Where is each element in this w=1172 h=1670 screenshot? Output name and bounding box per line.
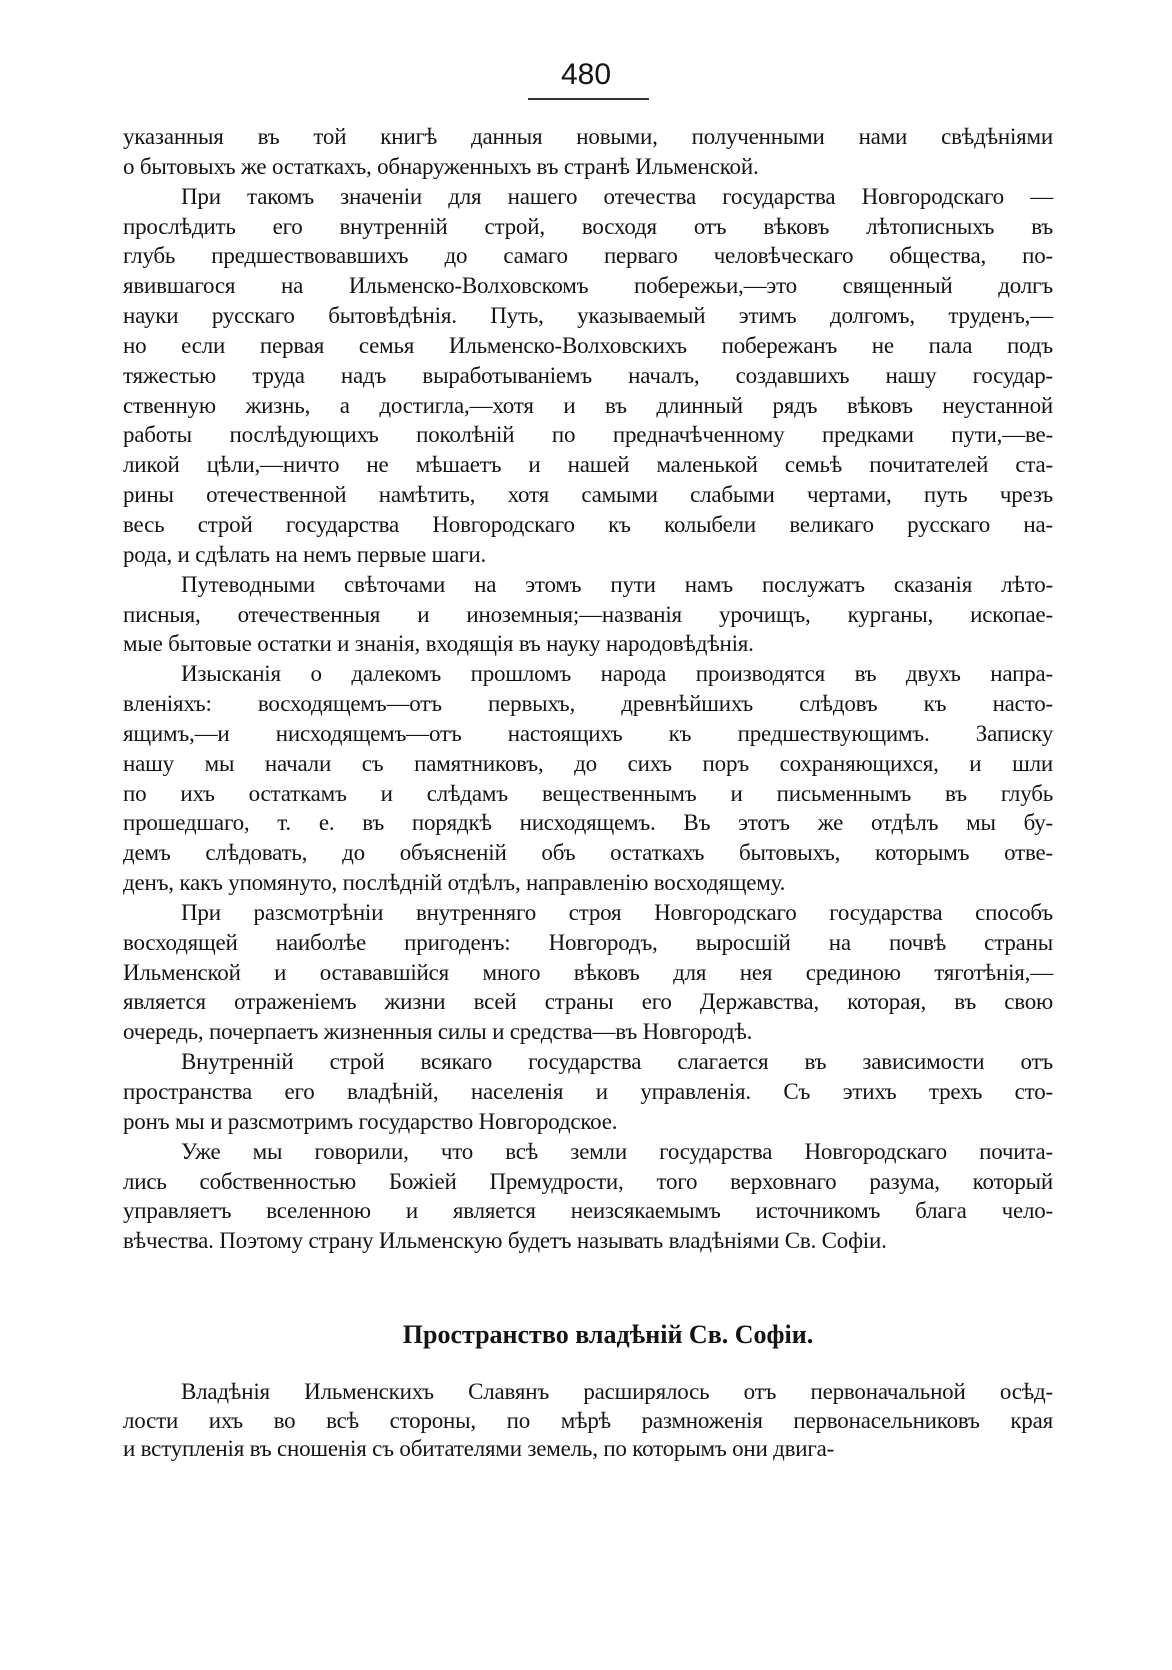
text-line: Ильменской и остававшійся много вѣковъ для нея срединою тяготѣнія,— <box>123 959 1053 985</box>
text-line: прослѣдить его внутренній строй, восходя отъ вѣковъ лѣтописныхъ въ <box>123 213 1053 239</box>
text-line: При такомъ значеніи для нашего отечества государства Новгородскаго — <box>181 183 1053 209</box>
text-line: ронъ мы и разсмотримъ государство Новгородское. <box>123 1108 618 1134</box>
text-line: весь строй государства Новгородскаго къ колыбели великаго русскаго на- <box>123 511 1053 537</box>
page-number-rule <box>528 98 649 100</box>
section-paragraph <box>123 1378 1053 1464</box>
text-line: ликой цѣли,—ничто не мѣшаетъ и нашей маленькой семьѣ почитателей ста- <box>123 452 1053 478</box>
text-line: ственную жизнь, а достигла,—хотя и въ длинный рядъ вѣковъ неустанной <box>123 392 1053 418</box>
text-line: тяжестью труда надъ выработываніемъ началъ, создавшихъ нашу государ- <box>123 362 1053 388</box>
text-line: мые бытовые остатки и знанія, входящія въ науку народовѣдѣнія. <box>123 631 754 657</box>
text-line: восходящей наиболѣе пригоденъ: Новгородъ, выросшій на почвѣ страны <box>123 929 1053 955</box>
text-line: по ихъ остаткамъ и слѣдамъ вещественнымъ и письменнымъ въ глубь <box>123 780 1053 806</box>
paragraph <box>123 1378 1053 1464</box>
text-line: Владѣнія Ильменскихъ Славянъ расширялось отъ первоначальной осѣд- <box>181 1379 1053 1405</box>
text-line: рины отечественной намѣтить, хотя самыми слабыми чертами, путь чрезъ <box>123 482 1053 508</box>
paragraph <box>123 570 1053 660</box>
paragraph <box>123 182 1053 570</box>
text-line: но если первая семья Ильменско-Волховскихъ побережанъ не пала подъ <box>123 332 1053 358</box>
text-line: о бытовыхъ же остаткахъ, обнаруженныхъ въ странѣ Ильменской. <box>123 153 759 179</box>
text-line: Изысканія о далекомъ прошломъ народа производятся въ двухъ напра- <box>181 661 1053 687</box>
body-text <box>123 122 1053 1464</box>
paragraph <box>123 122 1053 182</box>
paragraph <box>123 1137 1053 1256</box>
text-line: управляетъ вселенною и является неизсякаемымъ источникомъ блага чело- <box>123 1198 1053 1224</box>
text-line: пространства его владѣній, населенія и управленія. Съ этихъ трехъ сто- <box>123 1079 1053 1104</box>
text-line: лости ихъ во всѣ стороны, по мѣрѣ размноженія первонасельниковъ края <box>123 1407 1053 1433</box>
text-line: При разсмотрѣніи внутренняго строя Новгородскаго государства способъ <box>181 899 1053 925</box>
text-line: нашу мы начали съ памятниковъ, до сихъ поръ сохраняющихся, и шли <box>123 750 1053 776</box>
text-line: глубь предшествовавшихъ до самаго перваго человѣческаго общества, по- <box>123 243 1053 269</box>
paragraphs <box>123 122 1053 1256</box>
paragraph <box>123 898 1053 1047</box>
text-line: Внутренній строй всякаго государства слагается въ зависимости отъ <box>181 1049 1053 1075</box>
text-line: и вступленія въ сношенія съ обитателями земель, по которымъ они двига- <box>123 1436 835 1462</box>
text-line: очередь, почерпаетъ жизненныя силы и средства—въ Новгородѣ. <box>123 1019 753 1045</box>
text-line: явившагося на Ильменско-Волховскомъ побережьи,—это священный долгъ <box>123 273 1053 299</box>
text-line: писныя, отечественныя и иноземныя;—названія урочищъ, курганы, ископае- <box>123 601 1053 627</box>
paragraph <box>123 659 1053 898</box>
text-line: лись собственностью Божіей Премудрости, того верховнаго разума, который <box>123 1168 1053 1194</box>
section-heading: Пространство владѣній Св. Софіи. <box>402 1320 814 1350</box>
text-line: является отраженіемъ жизни всей страны его Державства, которая, въ свою <box>123 989 1053 1015</box>
text-line: науки русскаго бытовѣдѣнія. Путь, указываемый этимъ долгомъ, труденъ,— <box>123 303 1053 329</box>
text-line: демъ слѣдовать, до объясненій объ остаткахъ бытовыхъ, которымъ отве- <box>123 840 1053 866</box>
text-line: Путеводными свѣточами на этомъ пути намъ послужатъ сказанія лѣто- <box>181 571 1053 597</box>
text-line: ящимъ,—и нисходящемъ—отъ настоящихъ къ предшествующимъ. Записку <box>123 720 1053 746</box>
page-number: 480 <box>560 58 612 91</box>
text-line: прошедшаго, т. е. въ порядкѣ нисходящемъ. Въ этотъ же отдѣлъ мы бу- <box>123 810 1053 836</box>
text-line: рода, и сдѣлать на немъ первые шаги. <box>123 541 487 567</box>
text-line: вленіяхъ: восходящемъ—отъ первыхъ, древнѣйшихъ слѣдовъ къ насто- <box>123 691 1053 717</box>
text-line: указанныя въ той книгѣ данныя новыми, полученными нами свѣдѣніями <box>123 124 1053 149</box>
text-line: работы послѣдующихъ поколѣній по предначѣченному предками пути,—ве- <box>123 422 1053 448</box>
text-line: Уже мы говорили, что всѣ земли государства Новгородскаго почита- <box>181 1138 1053 1164</box>
text-line: денъ, какъ упомянуто, послѣдній отдѣлъ, направленію восходящему. <box>123 870 786 896</box>
text-line: вѣчества. Поэтому страну Ильменскую будетъ называть владѣніями Св. Софіи. <box>123 1228 887 1254</box>
paragraph <box>123 1047 1053 1137</box>
